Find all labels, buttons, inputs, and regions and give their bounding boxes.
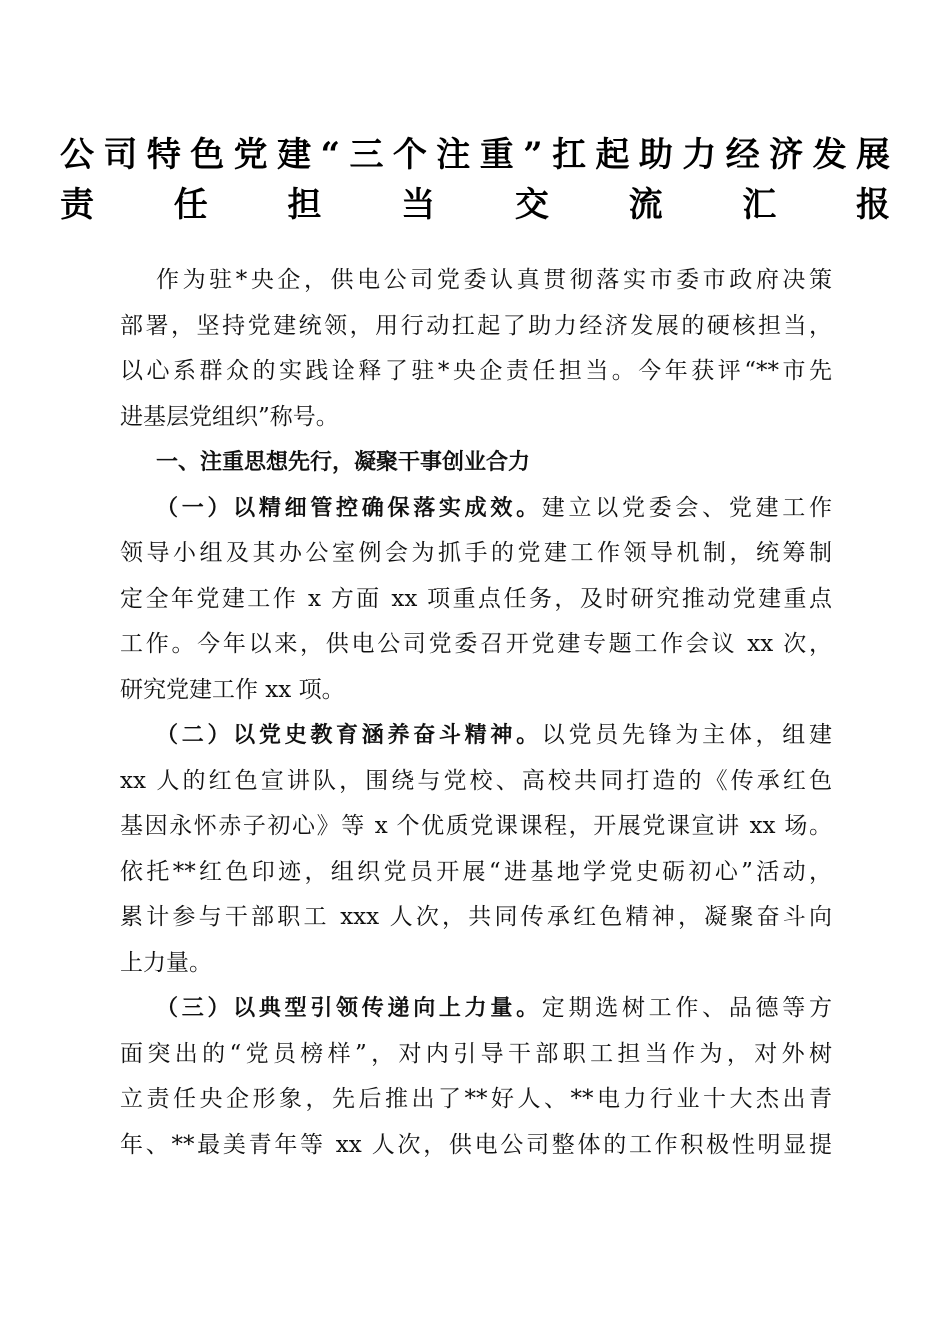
item-3-paragraph — [120, 986, 832, 1168]
intro-paragraph — [120, 258, 832, 440]
item-1-line: 领导小组及其办公室例会为抓手的党建工作领导机制，统筹制 — [120, 540, 832, 566]
item-2-line — [120, 713, 832, 759]
item-2-heading: （二）以党史教育涵养奋斗精神。 — [156, 723, 542, 748]
item-1-text: 建立以党委会、党建工作 — [541, 494, 832, 521]
section-1-heading-block — [120, 440, 832, 486]
document-title — [60, 130, 890, 230]
item-1-line — [120, 486, 832, 532]
item-2-text: 以党员先锋为主体，组建 — [541, 722, 832, 748]
item-3-line: 面突出的“党员榜样”，对内引导干部职工担当作为，对外树 — [120, 1040, 832, 1067]
item-3-line — [120, 986, 832, 1032]
title-line-2: 责任担当交流汇报 — [60, 185, 890, 225]
item-3-text: 定期选树工作、品德等方 — [541, 995, 832, 1021]
item-3-line: 立责任央企形象，先后推出了**好人、**电力行业十大杰出青 — [120, 1086, 832, 1112]
item-2-line: 上力量。 — [120, 949, 212, 976]
item-1-line: 研究党建工作 xx 项。 — [120, 676, 345, 703]
item-3-heading: （三）以典型引领传递向上力量。 — [156, 996, 542, 1021]
item-2-line: xx 人的红色宣讲队，围绕与党校、高校共同打造的《传承红色 — [120, 767, 832, 794]
item-2-line: 依托**红色印迹，组织党员开展“进基地学党史砺初心”活动， — [120, 858, 832, 885]
item-1-line: 定全年党建工作 x 方面 xx 项重点任务，及时研究推动党建重点 — [120, 585, 832, 612]
item-2-line: 累计参与干部职工 xxx 人次，共同传承红色精神，凝聚奋斗向 — [120, 904, 832, 930]
intro-line: 进基层党组织”称号。 — [120, 403, 339, 430]
intro-line: 以心系群众的实践诠释了驻*央企责任担当。今年获评“**市先 — [120, 358, 832, 384]
document-body — [120, 258, 832, 1168]
item-1-heading: （一）以精细管控确保落实成效。 — [156, 495, 542, 521]
intro-line: 部署，坚持党建统领，用行动扛起了助力经济发展的硬核担当， — [120, 312, 832, 339]
section-1-heading: 一、注重思想先行，凝聚干事创业合力 — [156, 450, 531, 475]
item-2-paragraph — [120, 713, 832, 986]
item-1-paragraph — [120, 486, 832, 714]
item-3-line: 年、**最美青年等 xx 人次，供电公司整体的工作积极性明显提 — [120, 1131, 832, 1158]
item-1-line: 工作。今年以来，供电公司党委召开党建专题工作会议 xx 次， — [120, 631, 832, 657]
title-line-1: 公司特色党建“三个注重”扛起助力经济发展 — [60, 135, 890, 175]
intro-line: 作为驻*央企，供电公司党委认真贯彻落实市委市政府决策 — [156, 267, 832, 293]
item-2-line: 基因永怀赤子初心》等 x 个优质党课课程，开展党课宣讲 xx 场。 — [120, 813, 832, 839]
